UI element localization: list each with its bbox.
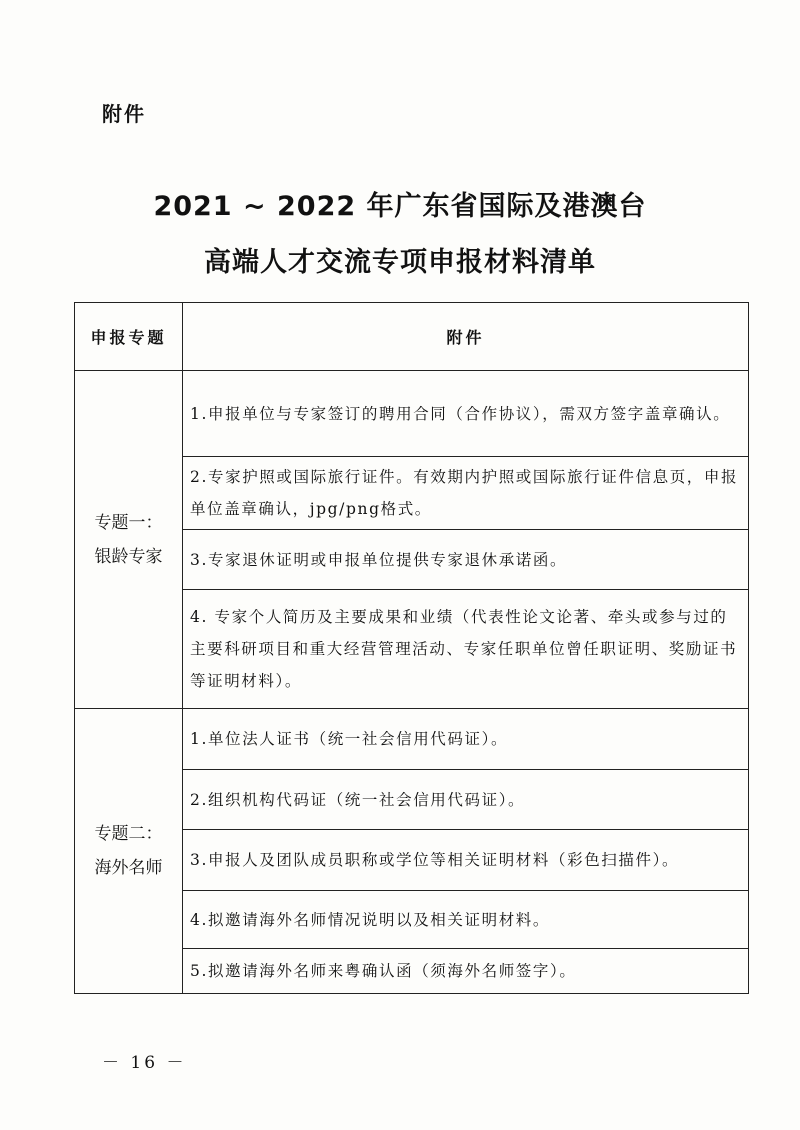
list-item: 5.拟邀请海外名师来粤确认函（须海外名师签字）。: [183, 949, 749, 994]
topic-1-name: 银龄专家: [94, 546, 163, 567]
page-number: － 16 －: [102, 1053, 187, 1073]
list-item: 3.专家退休证明或申报单位提供专家退休承诺函。: [183, 530, 749, 590]
list-item: 4.拟邀请海外名师情况说明以及相关证明材料。: [183, 891, 749, 949]
header-topic: 申报专题: [75, 303, 183, 371]
topic-cell-1: [75, 371, 183, 709]
annex-label: 附件: [102, 102, 146, 126]
list-item: 1.申报单位与专家签订的聘用合同（合作协议），需双方签字盖章确认。: [183, 371, 749, 457]
list-item: 2.组织机构代码证（统一社会信用代码证）。: [183, 770, 749, 830]
header-attachments: 附件: [183, 303, 749, 371]
table-row: [75, 709, 749, 770]
document-title-line-1: 2021 ~ 2022 年广东省国际及港澳台: [153, 191, 647, 222]
table-header-row: [75, 303, 749, 371]
list-item: 1.单位法人证书（统一社会信用代码证）。: [183, 709, 749, 770]
topic-1-label: 专题一：: [94, 512, 163, 533]
list-item: 3.申报人及团队成员职称或学位等相关证明材料（彩色扫描件）。: [183, 830, 749, 891]
topic-cell-2: [75, 709, 183, 994]
materials-table: [74, 302, 749, 994]
topic-2-label: 专题二：: [94, 824, 163, 844]
list-item: 2.专家护照或国际旅行证件。有效期内护照或国际旅行证件信息页，申报单位盖章确认，jpg/png格式。: [183, 457, 749, 530]
topic-2-name: 海外名师: [94, 858, 163, 878]
list-item: 4. 专家个人简历及主要成果和业绩（代表性论文论著、牵头或参与过的主要科研项目和重大经营管理活动、专家任职单位曾任职证明、奖励证书等证明材料）。: [183, 590, 749, 709]
table-row: [75, 371, 749, 457]
document-title-line-2: 高端人才交流专项申报材料清单: [204, 247, 596, 278]
